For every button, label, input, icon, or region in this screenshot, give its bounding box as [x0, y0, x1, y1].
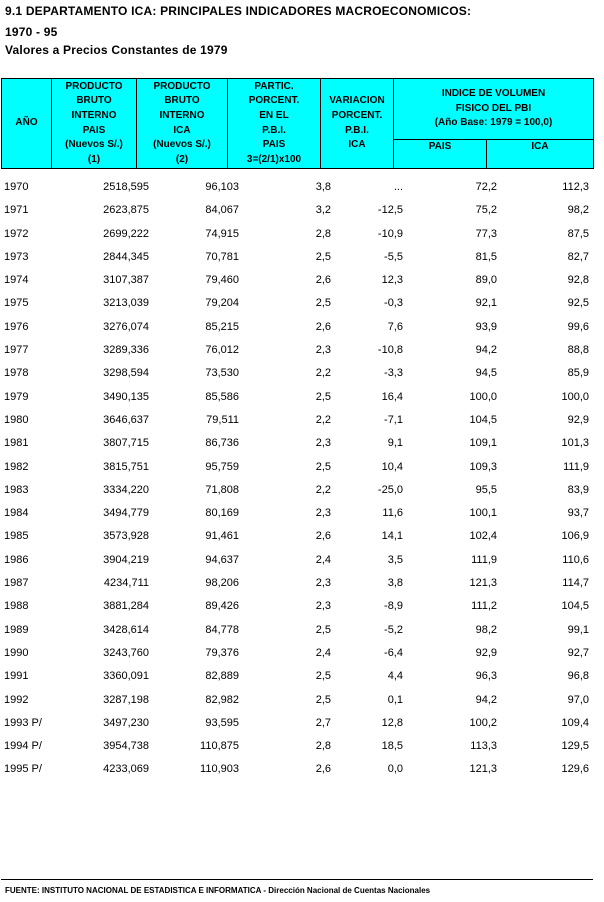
cell-variacion: 16,4 — [381, 390, 403, 403]
table-row — [1, 502, 593, 525]
cell-variacion: ... — [393, 181, 403, 193]
cell-pbi-pais: 3881,284 — [103, 600, 149, 613]
cell-indice-ica: 100,0 — [561, 390, 589, 403]
cell-indice-ica: 104,5 — [561, 600, 589, 613]
cell-variacion: -0,3 — [384, 297, 403, 310]
header-line: PAIS — [82, 124, 106, 136]
cell-indice-ica: 112,3 — [562, 181, 589, 193]
header-line: ICA — [173, 124, 191, 136]
cell-pbi-pais: 4233,069 — [103, 763, 149, 776]
cell-indice-pais: 94,2 — [475, 344, 497, 357]
cell-indice-pais: 96,3 — [475, 670, 497, 683]
cell-participacion: 2,5 — [315, 670, 331, 683]
table-row — [1, 362, 593, 385]
cell-indice-ica: 129,6 — [561, 763, 589, 776]
cell-participacion: 3,2 — [315, 204, 331, 217]
table-row — [1, 549, 593, 572]
cell-indice-pais: 95,5 — [475, 483, 497, 496]
cell-participacion: 2,2 — [315, 413, 331, 426]
cell-participacion: 2,4 — [315, 646, 331, 659]
header-line: VARIACION — [329, 95, 385, 107]
table-row — [1, 689, 593, 712]
cell-variacion: -5,2 — [384, 623, 403, 636]
cell-variacion: 9,1 — [387, 437, 403, 450]
header-line: INTERNO — [159, 109, 205, 121]
cell-indice-pais: 100,2 — [469, 716, 497, 729]
table-row — [1, 456, 593, 479]
cell-ano: 1995 P/ — [4, 763, 42, 776]
cell-participacion: 2,6 — [315, 320, 331, 333]
cell-participacion: 2,2 — [315, 483, 331, 496]
cell-ano: 1981 — [4, 437, 29, 450]
header-line: BRUTO — [164, 95, 200, 107]
cell-participacion: 2,3 — [315, 600, 331, 613]
header-line: P.B.I. — [262, 124, 286, 136]
cell-pbi-pais: 3107,387 — [103, 274, 149, 287]
cell-participacion: 2,5 — [315, 623, 331, 636]
cell-indice-ica: 82,7 — [567, 250, 589, 263]
cell-pbi-pais: 3287,198 — [103, 693, 149, 706]
table-row — [1, 642, 593, 665]
cell-variacion: 7,6 — [387, 320, 403, 333]
table-period: 1970 - 95 — [5, 25, 58, 39]
cell-pbi-pais: 4234,711 — [103, 577, 149, 590]
cell-indice-ica: 98,2 — [567, 204, 589, 217]
cell-ano: 1977 — [4, 344, 29, 357]
cell-pbi-ica: 95,759 — [205, 460, 239, 473]
cell-indice-ica: 114,7 — [562, 577, 589, 590]
cell-indice-ica: 92,9 — [567, 413, 589, 426]
header-line: PRODUCTO — [65, 80, 123, 92]
cell-ano: 1986 — [4, 553, 29, 566]
cell-indice-ica: 106,9 — [561, 530, 589, 543]
cell-variacion: -5,5 — [384, 250, 403, 263]
cell-variacion: -3,3 — [384, 367, 403, 380]
cell-ano: 1994 P/ — [4, 740, 42, 753]
cell-pbi-ica: 70,781 — [205, 250, 239, 263]
cell-indice-ica: 92,7 — [567, 646, 589, 659]
cell-indice-ica: 111,9 — [563, 460, 589, 473]
header-indice-ica: ICA — [487, 140, 594, 169]
cell-indice-pais: 109,3 — [469, 460, 497, 473]
header-participacion — [228, 79, 321, 169]
source-note: FUENTE: INSTITUTO NACIONAL DE ESTADISTICA E INFORMATICA - Dirección Nacional de Cuentas Nacionales — [5, 886, 431, 895]
cell-indice-pais: 92,1 — [475, 297, 497, 310]
cell-variacion: 0,1 — [387, 693, 403, 706]
cell-indice-ica: 92,5 — [567, 297, 589, 310]
header-line: PRODUCTO — [153, 80, 211, 92]
cell-variacion: 10,4 — [381, 460, 403, 473]
cell-pbi-pais: 3646,637 — [103, 413, 149, 426]
cell-pbi-ica: 98,206 — [205, 577, 239, 590]
cell-indice-pais: 94,5 — [475, 367, 497, 380]
cell-participacion: 2,6 — [315, 274, 331, 287]
cell-indice-ica: 129,5 — [561, 740, 589, 753]
cell-pbi-pais: 2623,875 — [103, 204, 149, 217]
cell-ano: 1990 — [4, 646, 29, 659]
table-row — [1, 339, 593, 362]
header-line: PORCENT. — [248, 95, 300, 107]
cell-pbi-ica: 71,808 — [205, 483, 239, 496]
cell-pbi-ica: 85,215 — [205, 320, 239, 333]
cell-ano: 1993 P/ — [4, 716, 42, 729]
cell-indice-ica: 87,5 — [567, 227, 589, 240]
cell-pbi-ica: 85,586 — [205, 390, 239, 403]
cell-ano: 1973 — [4, 250, 29, 263]
cell-participacion: 2,2 — [315, 367, 331, 380]
cell-pbi-pais: 3298,594 — [103, 367, 149, 380]
cell-participacion: 2,7 — [315, 716, 331, 729]
header-line: (Nuevos S/.) — [65, 139, 123, 151]
cell-pbi-ica: 73,530 — [205, 367, 239, 380]
cell-participacion: 2,8 — [315, 227, 331, 240]
cell-ano: 1971 — [4, 204, 29, 217]
cell-indice-pais: 77,3 — [475, 227, 497, 240]
header-line: 3=(2/1)x100 — [246, 153, 302, 165]
cell-variacion: -10,8 — [377, 344, 403, 357]
header-ano: AÑO — [2, 79, 52, 169]
cell-pbi-pais: 2518,595 — [103, 181, 149, 193]
table-row — [1, 269, 593, 292]
cell-ano: 1988 — [4, 600, 29, 613]
cell-indice-ica: 93,7 — [567, 507, 589, 520]
cell-pbi-ica: 79,460 — [205, 274, 239, 287]
header-line: INDICE DE VOLUMEN — [441, 88, 546, 100]
cell-pbi-pais: 3334,220 — [103, 483, 149, 496]
cell-ano: 1972 — [4, 227, 29, 240]
table-bottom-rule — [1, 879, 593, 880]
table-row — [1, 712, 593, 735]
cell-participacion: 2,6 — [315, 763, 331, 776]
cell-variacion: -7,1 — [384, 413, 403, 426]
cell-participacion: 2,5 — [315, 297, 331, 310]
cell-pbi-pais: 3289,336 — [103, 344, 149, 357]
cell-pbi-ica: 82,889 — [205, 670, 239, 683]
cell-indice-ica: 109,4 — [561, 716, 589, 729]
cell-indice-ica: 83,9 — [567, 483, 589, 496]
header-line: BRUTO — [76, 95, 112, 107]
cell-ano: 1970 — [4, 181, 29, 193]
table-row — [1, 176, 593, 199]
header-line: PAIS — [262, 139, 286, 151]
header-line: (2) — [175, 153, 189, 165]
cell-pbi-ica: 91,461 — [205, 530, 239, 543]
header-line: (1) — [87, 153, 101, 165]
header-line: ICA — [348, 139, 366, 151]
cell-pbi-ica: 76,012 — [205, 344, 239, 357]
table-row — [1, 595, 593, 618]
cell-pbi-ica: 94,637 — [205, 553, 239, 566]
cell-pbi-ica: 79,204 — [205, 297, 239, 310]
header-line: EN EL — [259, 109, 289, 121]
cell-indice-ica: 101,3 — [561, 437, 589, 450]
cell-pbi-ica: 110,875 — [200, 740, 239, 753]
cell-pbi-ica: 84,778 — [205, 623, 239, 636]
cell-ano: 1992 — [4, 693, 29, 706]
table-row — [1, 246, 593, 269]
header-line: P.B.I. — [345, 124, 369, 136]
cell-indice-pais: 121,3 — [469, 577, 497, 590]
cell-indice-pais: 93,9 — [475, 320, 497, 333]
cell-participacion: 2,5 — [315, 693, 331, 706]
cell-variacion: -25,0 — [377, 483, 403, 496]
cell-indice-pais: 75,2 — [475, 204, 497, 217]
cell-ano: 1975 — [4, 297, 29, 310]
cell-pbi-pais: 3815,751 — [103, 460, 149, 473]
cell-indice-ica: 99,6 — [567, 320, 589, 333]
cell-participacion: 2,8 — [315, 740, 331, 753]
cell-variacion: -10,9 — [377, 227, 403, 240]
cell-indice-pais: 100,0 — [469, 390, 497, 403]
table-row — [1, 572, 593, 595]
header-indice-volumen — [394, 79, 594, 140]
cell-indice-pais: 81,5 — [475, 250, 497, 263]
cell-pbi-ica: 86,736 — [205, 437, 239, 450]
cell-variacion: 14,1 — [381, 530, 403, 543]
cell-indice-pais: 121,3 — [469, 763, 497, 776]
cell-indice-ica: 99,1 — [567, 623, 589, 636]
cell-pbi-ica: 80,169 — [205, 507, 239, 520]
cell-pbi-pais: 3428,614 — [103, 623, 149, 636]
table-row — [1, 432, 593, 455]
cell-variacion: 11,6 — [382, 507, 403, 520]
cell-pbi-pais: 2844,345 — [103, 250, 149, 263]
cell-indice-pais: 72,2 — [475, 181, 497, 193]
cell-ano: 1983 — [4, 483, 29, 496]
cell-indice-pais: 94,2 — [475, 693, 497, 706]
table-row — [1, 199, 593, 222]
cell-ano: 1982 — [4, 460, 29, 473]
cell-pbi-ica: 96,103 — [205, 181, 239, 193]
header-line: PORCENT. — [331, 109, 383, 121]
cell-pbi-ica: 79,376 — [205, 646, 239, 659]
header-line: PARTIC. — [254, 80, 294, 92]
cell-participacion: 2,3 — [315, 437, 331, 450]
cell-ano: 1987 — [4, 577, 29, 590]
cell-participacion: 2,6 — [315, 530, 331, 543]
table-row — [1, 525, 593, 548]
header-indice-pais: PAIS — [394, 140, 487, 169]
cell-pbi-pais: 3497,230 — [103, 716, 149, 729]
cell-indice-ica: 92,8 — [567, 274, 589, 287]
cell-pbi-ica: 93,595 — [205, 716, 239, 729]
cell-pbi-pais: 3276,074 — [103, 320, 149, 333]
table-row — [1, 223, 593, 246]
table-row — [1, 758, 593, 781]
cell-pbi-pais: 3904,219 — [103, 553, 149, 566]
cell-ano: 1974 — [4, 274, 29, 287]
cell-variacion: 0,0 — [387, 763, 403, 776]
cell-variacion: -12,5 — [377, 204, 403, 217]
header-pbi-pais — [52, 79, 137, 169]
cell-participacion: 2,4 — [315, 553, 331, 566]
cell-variacion: -6,4 — [384, 646, 403, 659]
cell-participacion: 2,5 — [315, 460, 331, 473]
table-row — [1, 665, 593, 688]
cell-ano: 1976 — [4, 320, 29, 333]
cell-participacion: 3,8 — [315, 181, 331, 193]
cell-indice-pais: 102,4 — [469, 530, 497, 543]
cell-variacion: 3,5 — [387, 553, 403, 566]
cell-variacion: 18,5 — [381, 740, 403, 753]
cell-ano: 1979 — [4, 390, 29, 403]
cell-indice-pais: 89,0 — [475, 274, 497, 287]
cell-variacion: 12,3 — [381, 274, 403, 287]
cell-variacion: 4,4 — [387, 670, 403, 683]
table-row — [1, 619, 593, 642]
table-row — [1, 479, 593, 502]
cell-ano: 1984 — [4, 507, 29, 520]
cell-participacion: 2,3 — [315, 344, 331, 357]
cell-pbi-pais: 3213,039 — [103, 297, 149, 310]
cell-indice-pais: 111,9 — [471, 553, 497, 566]
cell-participacion: 2,5 — [315, 390, 331, 403]
cell-pbi-ica: 82,982 — [205, 693, 239, 706]
table-row — [1, 292, 593, 315]
header-variacion — [321, 79, 394, 169]
cell-indice-pais: 98,2 — [475, 623, 497, 636]
cell-participacion: 2,5 — [315, 250, 331, 263]
header-line: (Nuevos S/.) — [153, 139, 211, 151]
cell-pbi-pais: 3360,091 — [103, 670, 149, 683]
cell-variacion: 12,8 — [381, 716, 403, 729]
cell-pbi-pais: 3573,928 — [103, 530, 149, 543]
cell-participacion: 2,3 — [315, 577, 331, 590]
cell-pbi-pais: 3807,715 — [103, 437, 149, 450]
header-pbi-ica — [137, 79, 228, 169]
cell-indice-ica: 85,9 — [567, 367, 589, 380]
table-subtitle: Valores a Precios Constantes de 1979 — [5, 43, 228, 57]
header-line: (Año Base: 1979 = 100,0) — [434, 117, 553, 129]
cell-indice-pais: 100,1 — [469, 507, 497, 520]
cell-pbi-pais: 3494,779 — [103, 507, 149, 520]
cell-ano: 1978 — [4, 367, 29, 380]
table-header — [1, 78, 594, 169]
cell-pbi-ica: 79,511 — [206, 413, 239, 426]
cell-ano: 1991 — [4, 670, 29, 683]
cell-indice-ica: 88,8 — [567, 344, 589, 357]
cell-ano: 1989 — [4, 623, 29, 636]
cell-pbi-pais: 3954,738 — [103, 740, 149, 753]
cell-pbi-pais: 3243,760 — [103, 646, 149, 659]
table-body — [1, 176, 593, 782]
table-row — [1, 386, 593, 409]
table-row — [1, 735, 593, 758]
table-title: 9.1 DEPARTAMENTO ICA: PRINCIPALES INDICADORES MACROECONOMICOS: — [5, 4, 472, 18]
cell-indice-pais: 104,5 — [469, 413, 497, 426]
cell-ano: 1985 — [4, 530, 29, 543]
cell-pbi-pais: 2699,222 — [103, 227, 149, 240]
cell-ano: 1980 — [4, 413, 29, 426]
cell-indice-ica: 97,0 — [567, 693, 589, 706]
cell-indice-ica: 110,6 — [562, 553, 589, 566]
header-line: FISICO DEL PBI — [455, 102, 532, 114]
table-row — [1, 409, 593, 432]
cell-indice-pais: 111,2 — [471, 600, 497, 613]
cell-variacion: -8,9 — [384, 600, 403, 613]
cell-pbi-pais: 3490,135 — [103, 390, 149, 403]
cell-pbi-ica: 110,903 — [200, 763, 239, 776]
cell-pbi-ica: 74,915 — [205, 227, 239, 240]
table-row — [1, 316, 593, 339]
header-line: INTERNO — [71, 109, 117, 121]
cell-pbi-ica: 84,067 — [205, 204, 239, 217]
cell-indice-ica: 96,8 — [567, 670, 589, 683]
cell-variacion: 3,8 — [387, 577, 403, 590]
cell-indice-pais: 109,1 — [469, 437, 497, 450]
cell-participacion: 2,3 — [315, 507, 331, 520]
cell-indice-pais: 113,3 — [470, 740, 497, 753]
cell-pbi-ica: 89,426 — [205, 600, 239, 613]
cell-indice-pais: 92,9 — [475, 646, 497, 659]
